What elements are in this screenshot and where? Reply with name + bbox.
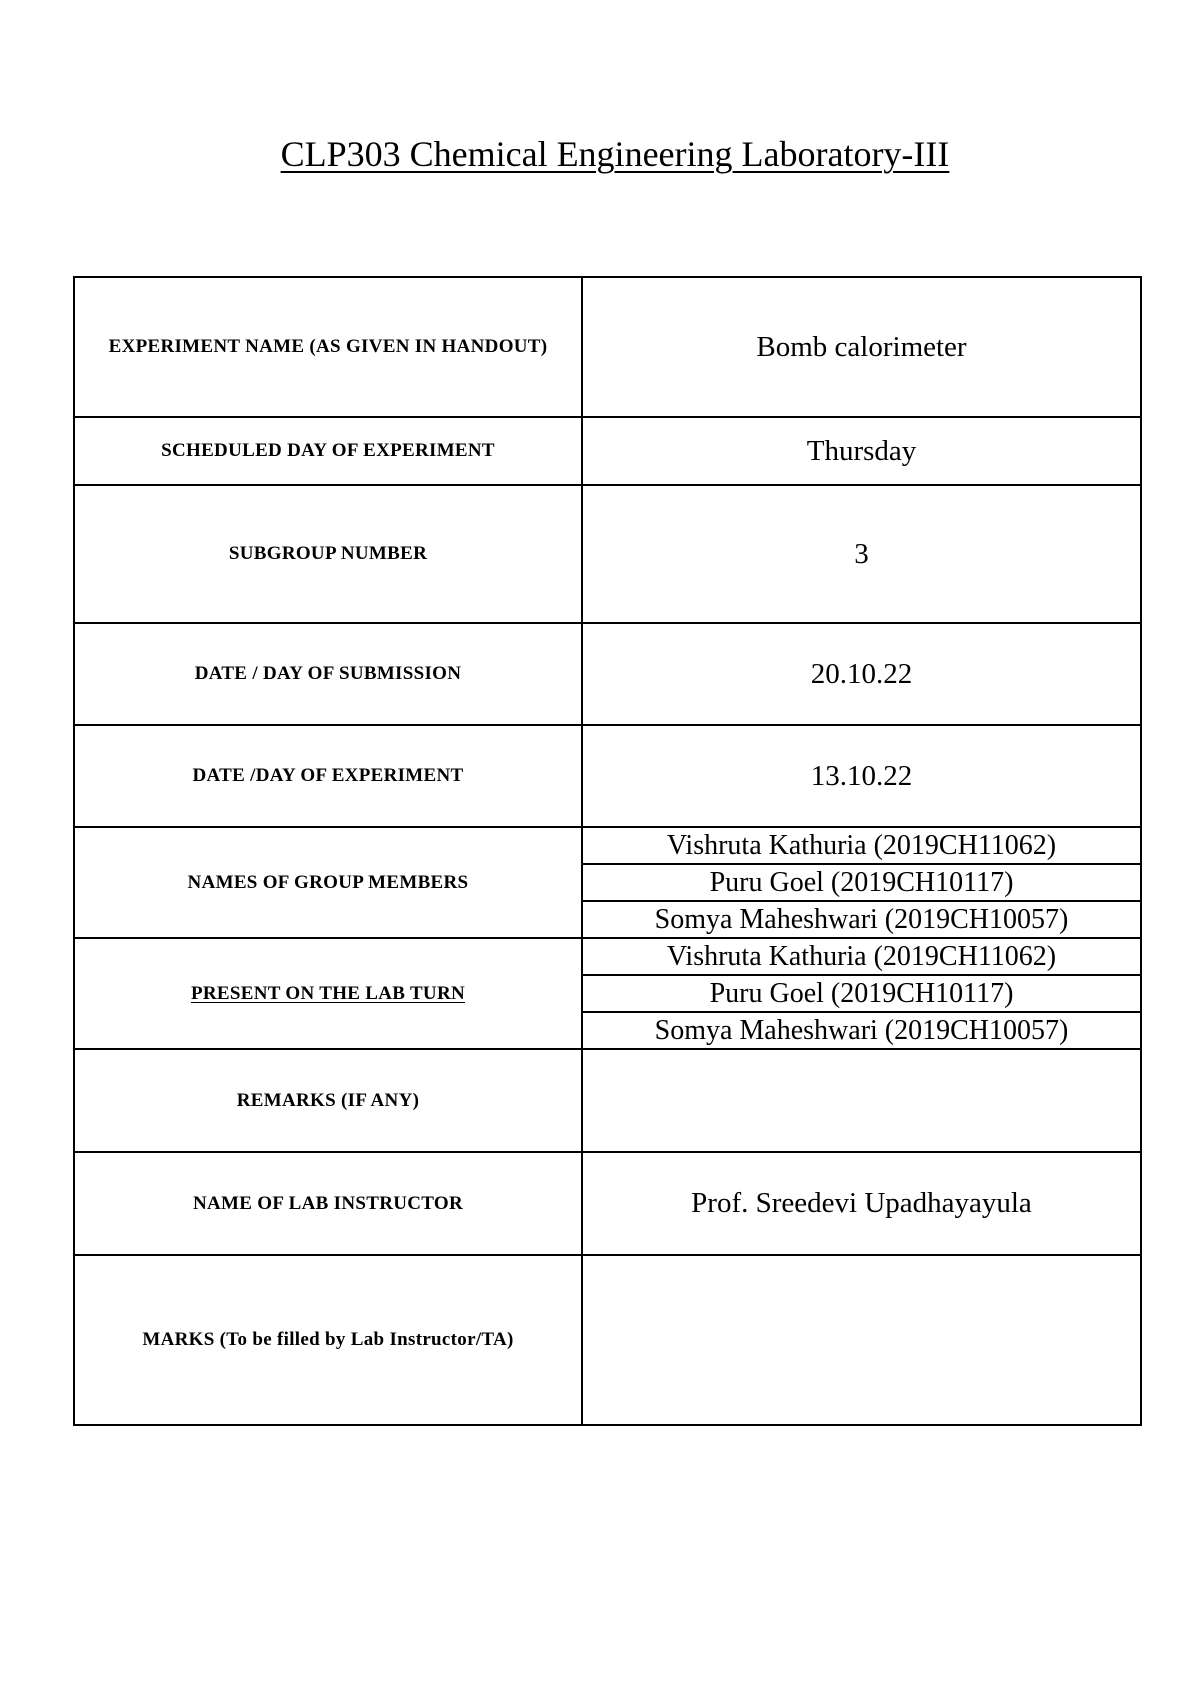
submission-date-label: DATE / DAY OF SUBMISSION: [74, 623, 582, 725]
experiment-date-label: DATE /DAY OF EXPERIMENT: [74, 725, 582, 827]
remarks-value: [582, 1049, 1141, 1152]
table-row: [74, 827, 1141, 938]
cover-sheet-table: [73, 276, 1142, 1426]
table-row: [74, 725, 1141, 827]
present-member-name: Vishruta Kathuria (2019CH11062): [583, 939, 1140, 976]
experiment-name-label: EXPERIMENT NAME (AS GIVEN IN HANDOUT): [74, 277, 582, 417]
scheduled-day-label: SCHEDULED DAY OF EXPERIMENT: [74, 417, 582, 485]
table-row: [74, 1049, 1141, 1152]
submission-date-value: 20.10.22: [582, 623, 1141, 725]
present-label-text: PRESENT ON THE LAB TURN: [190, 982, 466, 1004]
group-members-list: [582, 827, 1141, 938]
group-member-name: Puru Goel (2019CH10117): [583, 865, 1140, 902]
subgroup-label: SUBGROUP NUMBER: [74, 485, 582, 623]
present-member-name: Somya Maheshwari (2019CH10057): [654, 1015, 1069, 1046]
instructor-label: NAME OF LAB INSTRUCTOR: [74, 1152, 582, 1255]
marks-value: [582, 1255, 1141, 1425]
scheduled-day-value: Thursday: [582, 417, 1141, 485]
present-label: [74, 938, 582, 1049]
present-members-list: [582, 938, 1141, 1049]
group-member-name: Somya Maheshwari (2019CH10057): [654, 904, 1069, 935]
group-members-label: NAMES OF GROUP MEMBERS: [74, 827, 582, 938]
marks-label: MARKS (To be filled by Lab Instructor/TA): [74, 1255, 582, 1425]
table-row: [74, 1255, 1141, 1425]
group-member-name: Vishruta Kathuria (2019CH11062): [583, 828, 1140, 865]
table-row: [74, 485, 1141, 623]
experiment-date-value: 13.10.22: [582, 725, 1141, 827]
table-row: [74, 277, 1141, 417]
instructor-value: Prof. Sreedevi Upadhayayula: [582, 1152, 1141, 1255]
table-row: [74, 417, 1141, 485]
experiment-name-value: Bomb calorimeter: [582, 277, 1141, 417]
table-row: [74, 938, 1141, 1049]
present-member-name: Puru Goel (2019CH10117): [583, 976, 1140, 1013]
remarks-label: REMARKS (IF ANY): [74, 1049, 582, 1152]
subgroup-value: 3: [582, 485, 1141, 623]
page-title: CLP303 Chemical Engineering Laboratory-III: [280, 134, 950, 174]
table-row: [74, 1152, 1141, 1255]
table-row: [74, 623, 1141, 725]
